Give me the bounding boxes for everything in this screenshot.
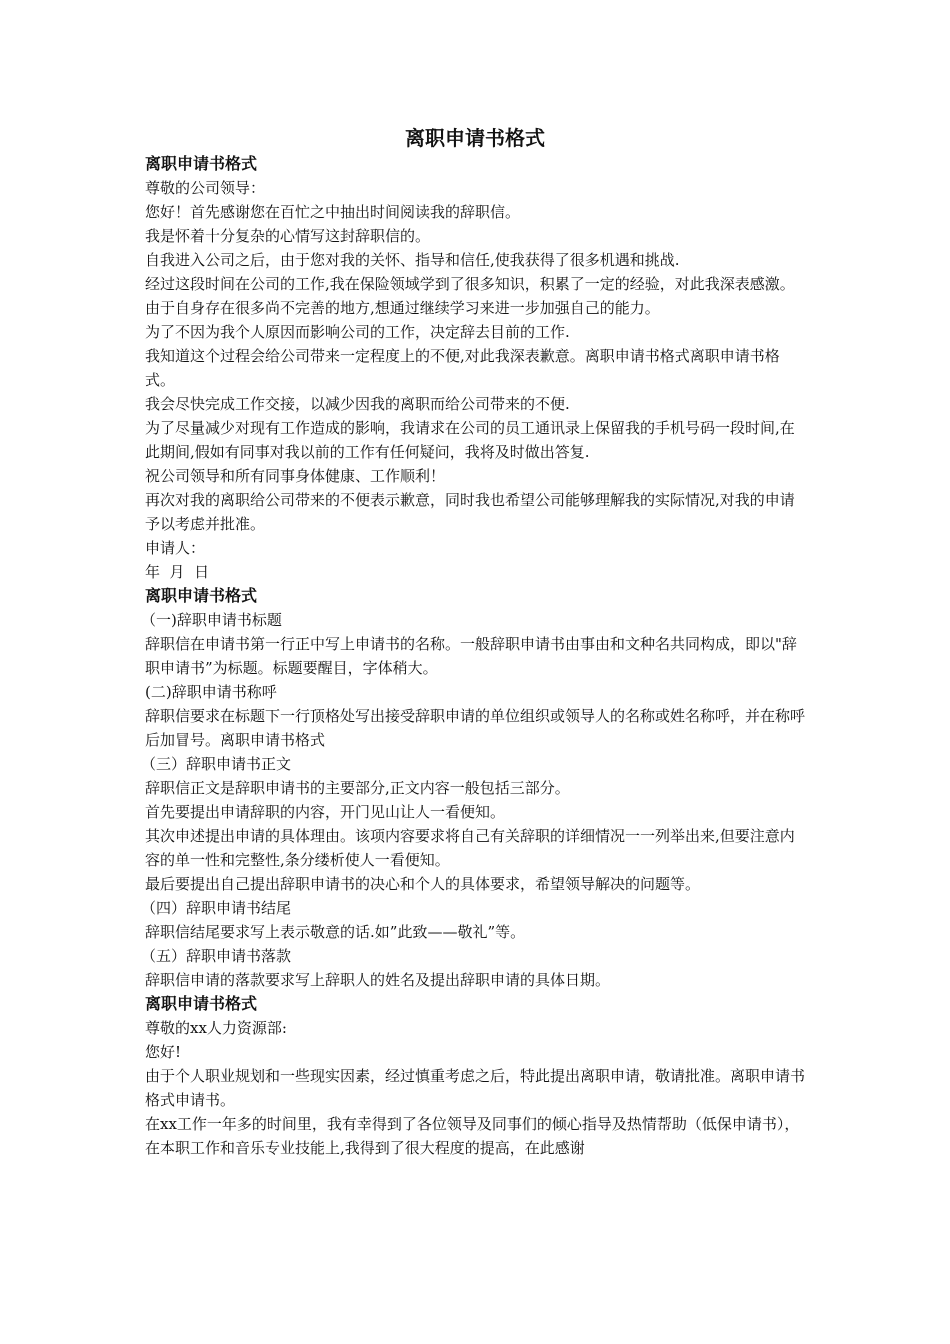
paragraph: 我会尽快完成工作交接，以减少因我的离职而给公司带来的不便. <box>145 395 570 413</box>
section-3 <box>145 992 805 1160</box>
paragraph: 经过这段时间在公司的工作,我在保险领域学到了很多知识，积累了一定的经验，对此我深表感激。 <box>145 275 795 293</box>
subheading: (二)辞职申请书称呼 <box>145 683 277 701</box>
paragraph: 在xx工作一年多的时间里，我有幸得到了各位领导及同事们的倾心指导及热情帮助（低保申请书），在本职工作和音乐专业技能上,我得到了很大程度的提高，在此感谢 <box>145 1115 800 1157</box>
paragraph: 祝公司领导和所有同事身体健康、工作顺利！ <box>145 467 446 485</box>
document-page <box>141 124 806 1160</box>
paragraph: 为了不因为我个人原因而影响公司的工作，决定辞去目前的工作. <box>145 323 570 341</box>
paragraph: 为了尽量减少对现有工作造成的影响，我请求在公司的员工通讯录上保留我的手机号码一段时间,在此期间,假如有同事对我以前的工作有任何疑问，我将及时做出答复. <box>145 419 795 461</box>
paragraph: 辞职信正文是辞职申请书的主要部分,正文内容一般包括三部分。 <box>145 779 570 797</box>
date-line: 年 月 日 <box>145 563 210 581</box>
subheading: （三）辞职申请书正文 <box>141 755 292 773</box>
paragraph: 最后要提出自己提出辞职申请书的决心和个人的具体要求，希望领导解决的问题等。 <box>145 875 701 893</box>
paragraph: 首先要提出申请辞职的内容，开门见山让人一看便知。 <box>145 803 506 821</box>
paragraph: 辞职信结尾要求写上表示敬意的话.如”此致——敬礼”等。 <box>145 923 526 941</box>
paragraph: 辞职信要求在标题下一行顶格处写出接受辞职申请的单位组织或领导人的名称或姓名称呼，并在称呼后加冒号。离职申请书格式 <box>145 707 806 749</box>
paragraph: 由于自身存在很多尚不完善的地方,想通过继续学习来进一步加强自己的能力。 <box>145 299 660 317</box>
section-heading: 离职申请书格式 <box>145 994 258 1013</box>
paragraph: 辞职信在申请书第一行正中写上申请书的名称。一般辞职申请书由事由和文种名共同构成，即以"辞职申请书”为标题。标题要醒目，字体稍大。 <box>145 635 797 677</box>
paragraph: 我是怀着十分复杂的心情写这封辞职信的。 <box>145 227 431 245</box>
paragraph: 由于个人职业规划和一些现实因素，经过慎重考虑之后，特此提出离职申请，敬请批准。离职申请书格式申请书。 <box>145 1067 806 1109</box>
paragraph: 尊敬的公司领导： <box>145 179 266 197</box>
signature-label: 申请人： <box>145 539 206 557</box>
paragraph: 您好! <box>145 1043 182 1061</box>
paragraph: 其次申述提出申请的具体理由。该项内容要求将自己有关辞职的详细情况一一列举出来,但要注意内容的单一性和完整性,条分缕析使人一看便知。 <box>145 827 795 869</box>
section-heading: 离职申请书格式 <box>145 586 258 605</box>
subheading: （一)辞职申请书标题 <box>141 611 282 629</box>
section-heading: 离职申请书格式 <box>145 154 258 173</box>
paragraph: 尊敬的xx人力资源部: <box>145 1019 287 1037</box>
subheading: （五）辞职申请书落款 <box>141 947 292 965</box>
paragraph: 我知道这个过程会给公司带来一定程度上的不便,对此我深表歉意。离职申请书格式离职申请书格式。 <box>145 347 780 389</box>
document-title: 离职申请书格式 <box>405 126 545 150</box>
paragraph: 再次对我的离职给公司带来的不便表示歉意，同时我也希望公司能够理解我的实际情况,对我的申请予以考虑并批准。 <box>145 491 795 533</box>
paragraph: 自我进入公司之后，由于您对我的关怀、指导和信任,使我获得了很多机遇和挑战. <box>145 251 680 269</box>
paragraph: 辞职信申请的落款要求写上辞职人的姓名及提出辞职申请的具体日期。 <box>145 971 611 989</box>
section-2 <box>141 584 806 992</box>
subheading: （四）辞职申请书结尾 <box>141 899 292 917</box>
section-1 <box>145 152 805 584</box>
paragraph: 您好！首先感谢您在百忙之中抽出时间阅读我的辞职信。 <box>145 203 521 221</box>
